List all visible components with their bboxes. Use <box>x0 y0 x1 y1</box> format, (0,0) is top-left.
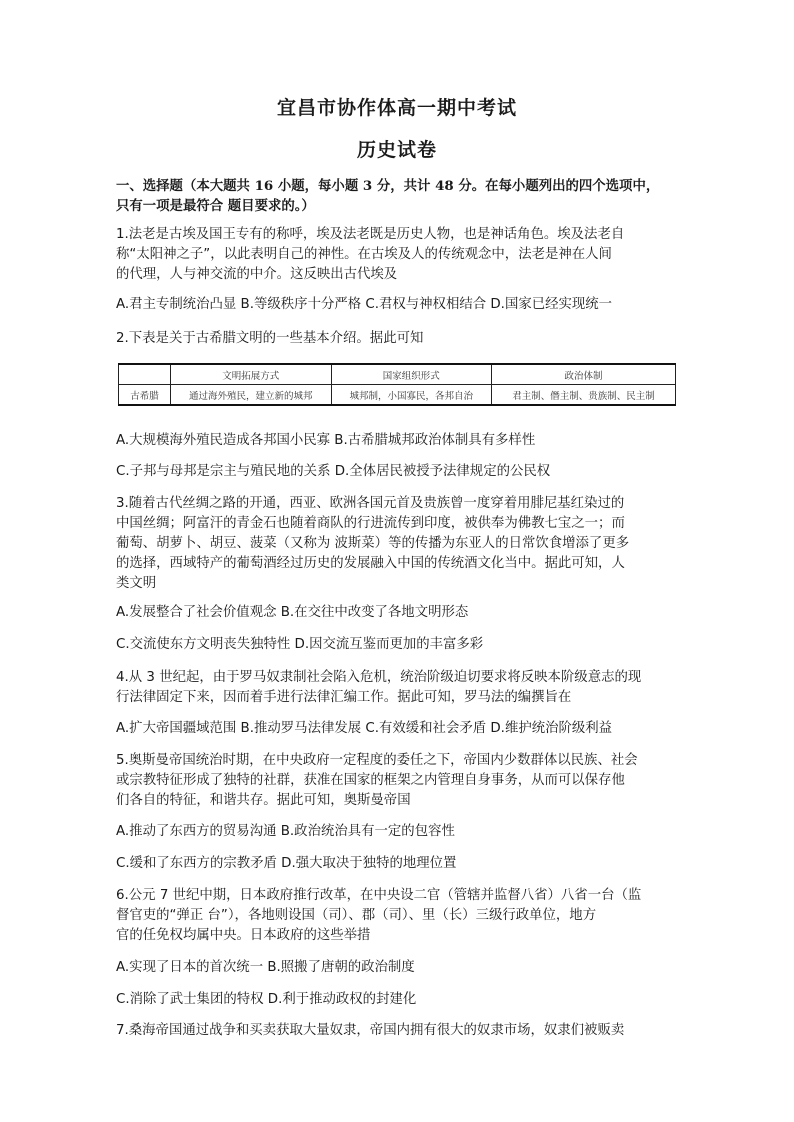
question-5-line: 5.奥斯曼帝国统治时期，在中央政府一定程度的委任之下，帝国内少数群体以民族、社会 <box>116 753 638 768</box>
table-header-cell <box>119 364 171 385</box>
table-cell: 城邦制，小国寡民，各邦自治 <box>331 385 492 406</box>
question-1-stem <box>116 225 698 285</box>
question-6-options-a-b: A.实现了日本的首次统一 B.照搬了唐朝的政治制度 <box>116 960 415 975</box>
question-5-line: 或宗教特征形成了独特的社群，获准在国家的框架之内管理自身事务，从而可以保存他 <box>116 773 625 788</box>
table-cell: 君主制、僭主制、贵族制、民主制 <box>492 385 676 406</box>
question-1-line: 称“太阳神之子”，以此表明自己的神性。在古埃及人的传统观念中，法老是神在人间 <box>116 247 612 262</box>
question-7-line: 7.桑海帝国通过战争和买卖获取大量奴隶，帝国内拥有很大的奴隶市场，奴隶们被贩卖 <box>116 1023 625 1038</box>
question-4-stem <box>116 668 698 708</box>
question-5-options-c-d: C.缓和了东西方的宗教矛盾 D.强大取决于独特的地理位置 <box>116 856 457 871</box>
question-4-options: A.扩大帝国疆域范围 B.推动罗马法律发展 C.有效缓和社会矛盾 D.维护统治阶级利益 <box>116 721 613 736</box>
question-4-line: 行法律固定下来，因而着手进行法律汇编工作。据此可知，罗马法的编撰旨在 <box>116 690 572 705</box>
section-heading <box>116 176 696 216</box>
question-6-line: 6.公元 7 世纪中期，日本政府推行改革，在中央设二官（管辖并监督八省）八省一台（监 <box>116 888 642 903</box>
question-1-line: 1.法老是古埃及国王专有的称呼，埃及法老既是历史人物，也是神话角色。埃及法老自 <box>116 227 625 242</box>
table-header-cell: 国家组织形式 <box>331 364 492 385</box>
question-6-stem <box>116 886 698 946</box>
question-6-options-c-d: C.消除了武士集团的特权 D.利于推动政权的封建化 <box>116 992 417 1007</box>
greek-civilization-table <box>118 363 676 406</box>
section-line-1: 一、选择题（本大题共 16 小题，每小题 3 分，共计 48 分。在每小题列出的四个选项中， <box>116 178 660 194</box>
question-7-stem <box>116 1021 698 1041</box>
table-row <box>119 385 676 406</box>
question-3-options-a-b: A.发展整合了社会价值观念 B.在交往中改变了各地文明形态 <box>116 605 469 620</box>
table-cell: 通过海外殖民，建立新的城邦 <box>171 385 332 406</box>
table-header-cell: 政治体制 <box>492 364 676 385</box>
question-3-line: 的选择，西域特产的葡萄酒经过历史的发展融入中国的传统酒文化当中。据此可知，人 <box>116 556 625 571</box>
question-5-options-a-b: A.推动了东西方的贸易沟通 B.政治统治具有一定的包容性 <box>116 824 455 839</box>
section-line-2: 只有一项是最符合 题目要求的。） <box>116 198 315 214</box>
question-3-line: 中国丝绸；阿富汗的青金石也随着商队的行进流传到印度，被供奉为佛教七宝之一；而 <box>116 516 625 531</box>
question-1-line: 的代理，人与神交流的中介。这反映出古代埃及 <box>116 267 398 282</box>
table-header-row <box>119 364 676 385</box>
exam-title: 宜昌市协作体高一期中考试 <box>276 97 517 119</box>
question-4-line: 4.从 3 世纪起，由于罗马奴隶制社会陷入危机，统治阶级迫切要求将反映本阶级意志的现 <box>116 670 642 685</box>
question-3-line: 葡萄、胡萝卜、胡豆、菠菜（又称为 波斯菜）等的传播为东亚人的日常饮食增添了更多 <box>116 536 630 551</box>
question-5-line: 们各自的特征，和谐共存。据此可知，奥斯曼帝国 <box>116 793 411 808</box>
question-3-stem <box>116 494 698 594</box>
question-2-stem: 2.下表是关于古希腊文明的一些基本介绍。据此可知 <box>116 331 424 346</box>
table-cell: 古希腊 <box>119 385 171 406</box>
question-3-options-c-d: C.交流使东方文明丧失独特性 D.因交流互鉴而更加的丰富多彩 <box>116 637 484 652</box>
question-6-line: 官的任免权均属中央。日本政府的这些举措 <box>116 928 371 943</box>
question-6-line: 督官吏的“弹正 台”），各地则设国（司）、郡（司）、里（长）三级行政单位，地方 <box>116 908 597 923</box>
question-5-stem <box>116 751 698 811</box>
question-1-options: A.君主专制统治凸显 B.等级秩序十分严格 C.君权与神权相结合 D.国家已经实现统一 <box>116 297 613 312</box>
question-3-line: 3.随着古代丝绸之路的开通，西亚、欧洲各国元首及贵族曾一度穿着用腓尼基红染过的 <box>116 496 625 511</box>
question-2-options-c-d: C.子邦与母邦是宗主与殖民地的关系 D.全体居民被授予法律规定的公民权 <box>116 464 551 479</box>
question-2-options-a-b: A.大规模海外殖民造成各邦国小民寡 B.古希腊城邦政治体制具有多样性 <box>116 433 536 448</box>
exam-subtitle: 历史试卷 <box>356 139 437 161</box>
table-header-cell: 文明拓展方式 <box>171 364 332 385</box>
question-3-line: 类文明 <box>116 576 157 591</box>
